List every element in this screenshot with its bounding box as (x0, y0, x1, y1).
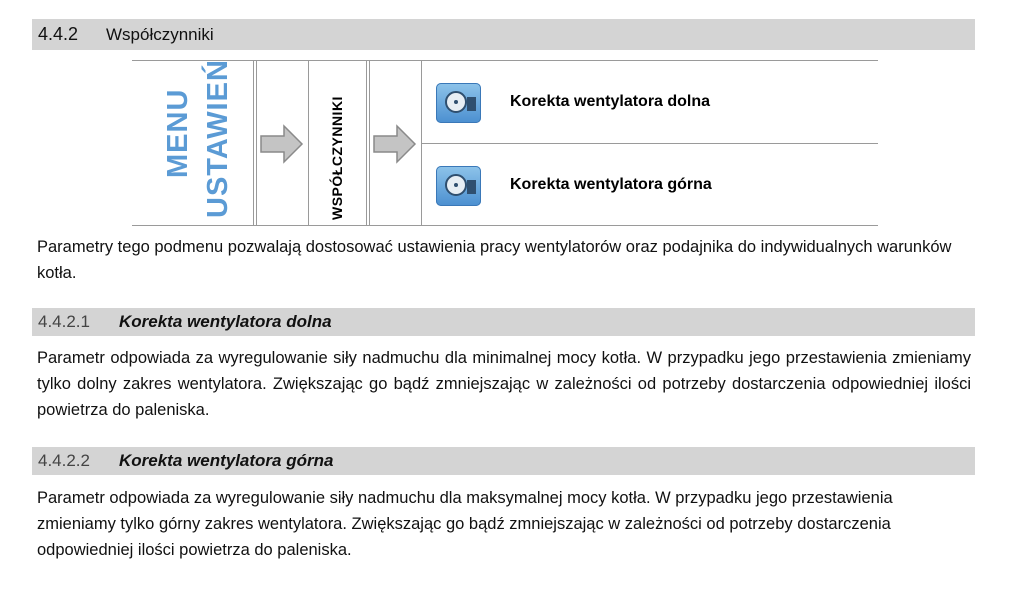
diagram-bottom-border (132, 225, 878, 226)
subsection-number: 4.4.2.1 (38, 312, 90, 331)
subsection-title: Korekta wentylatora dolna (119, 312, 332, 331)
arrow-right-icon (373, 124, 417, 164)
divider (253, 60, 254, 226)
subsection-number: 4.4.2.2 (38, 451, 90, 470)
subsection-paragraph: Parametr odpowiada za wyregulowanie siły nadmuchu dla maksymalnej mocy kotła. W przypadku jego przestawienia zmieniamy tylko górny zakres wentylatora. Zwiększając go bądź zmniejszając w zależności od potrzeby dostarczenia odpowiedniej ilości powietrza do paleniska. (37, 489, 893, 559)
row-label-gorna: Korekta wentylatora górna (510, 176, 712, 193)
subsection-heading (32, 447, 975, 475)
divider (256, 60, 257, 226)
divider (369, 60, 370, 226)
submenu-label: WSPÓŁCZYNNIKI (329, 96, 345, 220)
diagram-top-border (132, 60, 878, 61)
section-number: 4.4.2 (38, 24, 79, 44)
fan-icon (436, 83, 481, 123)
intro-paragraph: Parametry tego podmenu pozwalają dostosować ustawienia pracy wentylatorów oraz podajnika do indywidualnych warunków kotła. (37, 238, 952, 282)
diagram-row-divider (422, 143, 878, 144)
menu-ustawien-label (154, 59, 250, 220)
arrow-right-icon (260, 124, 304, 164)
divider (308, 60, 309, 226)
subsection-heading (32, 308, 975, 336)
fan-icon (436, 166, 481, 206)
subsection-paragraph: Parametr odpowiada za wyregulowanie siły nadmuchu dla minimalnej mocy kotła. W przypadku jego przestawienia zmieniamy tylko dolny zakres wentylatora. Zwiększając go bądź zmniejszając w zależności od potrzeby dostarczenia odpowiedniej ilości powietrza do paleniska. (37, 349, 971, 419)
section-title: Współczynniki (106, 25, 214, 44)
divider (421, 60, 422, 226)
divider (366, 60, 367, 226)
menu-line-2: USTAWIEŃ (202, 59, 234, 218)
menu-line-1: MENU (162, 88, 194, 178)
menu-path-diagram (132, 60, 878, 226)
row-label-dolna: Korekta wentylatora dolna (510, 93, 711, 110)
subsection-title: Korekta wentylatora górna (119, 451, 334, 470)
section-heading (32, 19, 975, 50)
